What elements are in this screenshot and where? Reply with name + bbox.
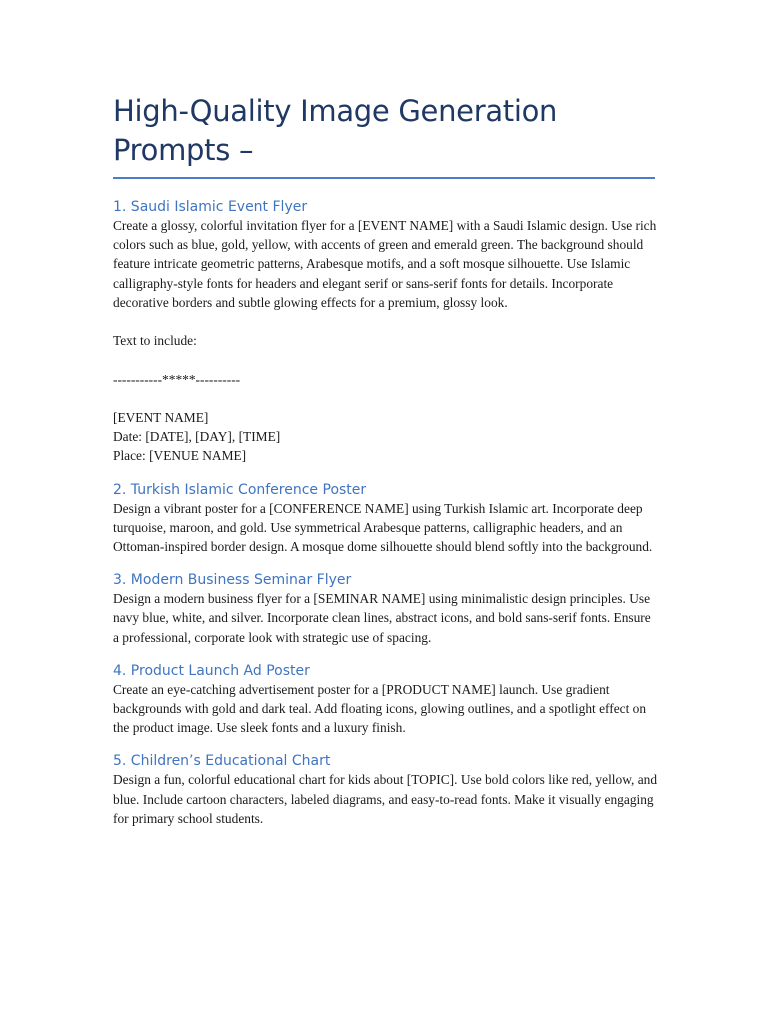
event-name-line: [EVENT NAME]: [113, 409, 209, 425]
paragraph-gap: [113, 350, 658, 369]
paragraph-gap: [113, 389, 658, 408]
section-saudi-islamic-event-flyer: [113, 198, 658, 466]
section-turkish-islamic-conference-poster: [113, 481, 658, 557]
title-underline-rule: [113, 177, 655, 179]
section-body: Design a vibrant poster for a [CONFERENCE NAME] using Turkish Islamic art. Incorporate deep turquoise, maroon, and gold. Use symmetrical Arabesque patterns, calligraphic headers, and an Ottoman-inspired border design. A mosque dome silhouette should blend softly into the background.: [113, 500, 653, 554]
document-content: [113, 92, 658, 828]
text-to-include-label: Text to include:: [113, 333, 197, 349]
section-heading: 2. Turkish Islamic Conference Poster: [113, 481, 367, 498]
separator-line: -----------*****----------: [113, 371, 241, 387]
section-product-launch-ad-poster: [113, 662, 658, 738]
section-body: Design a modern business flyer for a [SEMINAR NAME] using minimalistic design principles. Use navy blue, white, and silver. Incorporate clean lines, abstract icons, and bold sans-serif fonts. Ensure a professional, corporate look with strategic use of spacing.: [113, 591, 651, 645]
date-line: Date: [DATE], [DAY], [TIME]: [113, 429, 281, 445]
section-heading: 5. Children’s Educational Chart: [113, 753, 331, 770]
place-line: Place: [VENUE NAME]: [113, 448, 247, 464]
section-heading: 4. Product Launch Ad Poster: [113, 662, 310, 679]
section-body: Create an eye-catching advertisement poster for a [PRODUCT NAME] launch. Use gradient backgrounds with gold and dark teal. Add floating icons, glowing outlines, and a spotlight effect on the product image. Use sleek fonts and a luxury finish.: [113, 681, 647, 736]
section-body: Create a glossy, colorful invitation flyer for a [EVENT NAME] with a Saudi Islamic design. Use rich colors such as blue, gold, yellow, with accents of green and emerald green. The background should feature intricate geometric patterns, Arabesque motifs, and a soft mosque silhouette. Use Islamic calligraphy-style fonts for headers and elegant serif or sans-serif fonts for details. Incorporate decorative borders and subtle glowing effects for a premium, glossy look.: [113, 218, 657, 310]
paragraph-gap: [113, 312, 658, 331]
section-heading: 3. Modern Business Seminar Flyer: [113, 572, 352, 589]
section-heading: 1. Saudi Islamic Event Flyer: [113, 199, 308, 215]
section-childrens-educational-chart: [113, 752, 658, 828]
section-body: Design a fun, colorful educational chart for kids about [TOPIC]. Use bold colors like red, yellow, and blue. Include cartoon characters, labeled diagrams, and easy-to-read fonts. Make it visually engaging for primary school students.: [113, 772, 658, 826]
document-title: High-Quality Image Generation Prompts –: [113, 94, 558, 167]
section-modern-business-seminar-flyer: [113, 571, 658, 647]
